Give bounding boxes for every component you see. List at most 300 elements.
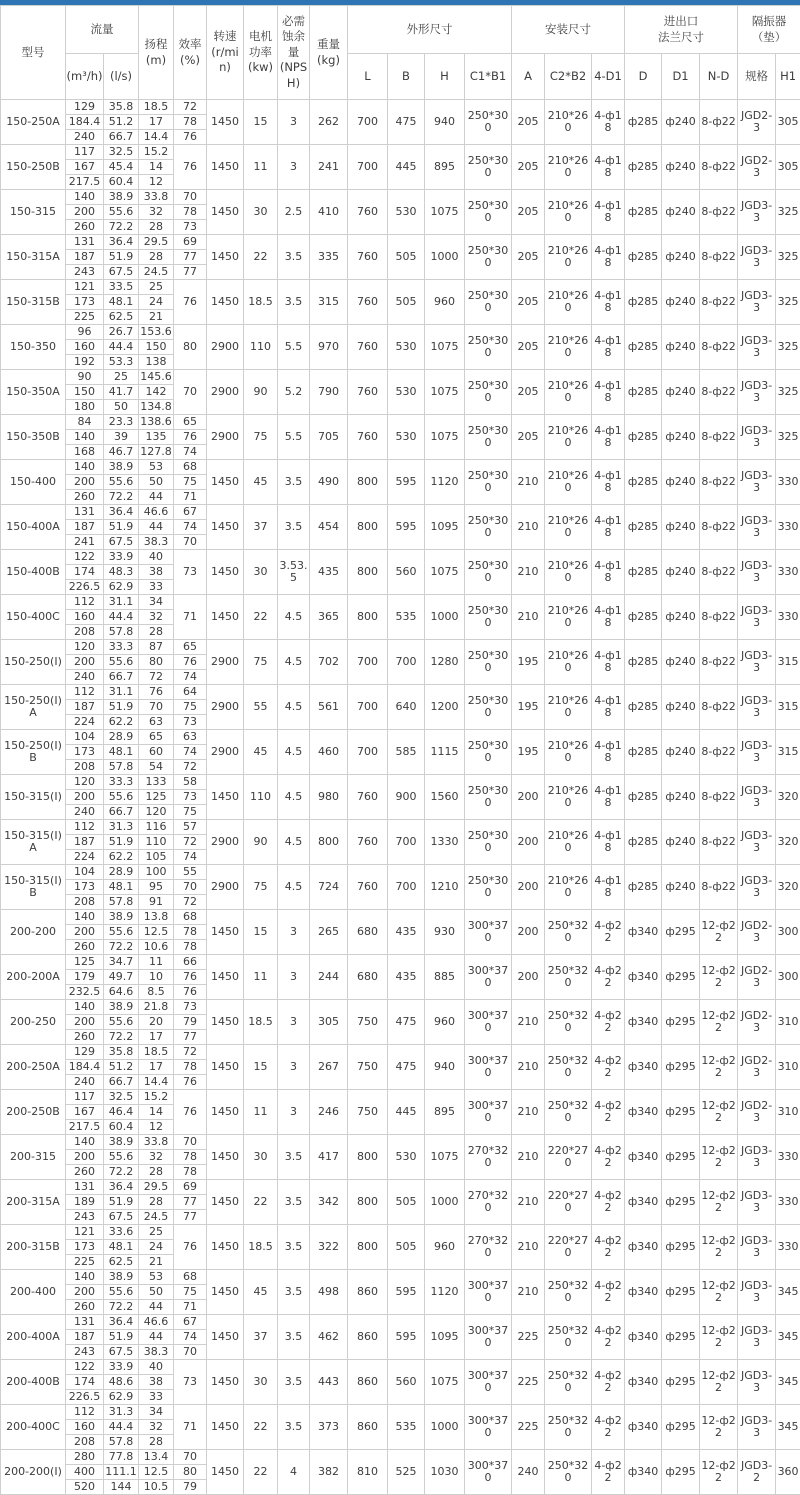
cell-efficiency: 71 (174, 595, 207, 640)
cell-flow-m3h: 200 (66, 790, 104, 805)
cell-model: 150-315(I) (1, 775, 66, 820)
cell-c2b2: 220*270 (545, 1135, 592, 1180)
cell-power: 22 (244, 1405, 278, 1450)
cell-nd: 12-ф22 (700, 1000, 738, 1045)
cell-c1b1: 250*300 (465, 370, 512, 415)
cell-efficiency: 73 (174, 220, 207, 235)
cell-efficiency: 74 (174, 850, 207, 865)
cell-L: 700 (348, 100, 388, 145)
cell-nd: 12-ф22 (700, 1405, 738, 1450)
cell-flow-m3h: 241 (66, 535, 104, 550)
cell-flow-ls: 51.9 (104, 520, 139, 535)
cell-c1b1: 270*320 (465, 1180, 512, 1225)
cell-speed: 1450 (207, 190, 244, 235)
cell-isolator-spec: JGD3-3 (738, 415, 776, 460)
col-header-weight (310, 6, 348, 100)
cell-head: 29.5 (139, 235, 174, 250)
cell-flow-m3h: 187 (66, 1330, 104, 1345)
cell-npsh: 4.5 (278, 640, 310, 685)
cell-c2b2: 210*260 (545, 190, 592, 235)
cell-h1: 360 (776, 1450, 800, 1495)
cell-efficiency: 70 (174, 1450, 207, 1465)
cell-flow-ls: 72.2 (104, 220, 139, 235)
subheader-c2b2: C2*B2 (545, 54, 592, 100)
cell-speed: 2900 (207, 325, 244, 370)
cell-efficiency: 64 (174, 685, 207, 700)
cell-c1b1: 250*300 (465, 280, 512, 325)
cell-flow-ls: 55.6 (104, 1015, 139, 1030)
cell-h1: 310 (776, 1045, 800, 1090)
cell-c2b2: 250*320 (545, 1315, 592, 1360)
cell-D1: ф295 (662, 955, 700, 1000)
cell-head: 10.5 (139, 1480, 174, 1495)
cell-isolator-spec: JGD3-3 (738, 865, 776, 910)
cell-npsh: 3 (278, 955, 310, 1000)
cell-power: 110 (244, 775, 278, 820)
cell-weight: 561 (310, 685, 348, 730)
cell-flow-m3h: 224 (66, 715, 104, 730)
cell-model: 150-315A (1, 235, 66, 280)
cell-flow-ls: 23.3 (104, 415, 139, 430)
cell-D1: ф240 (662, 280, 700, 325)
cell-efficiency: 73 (174, 1360, 207, 1405)
cell-c1b1: 270*320 (465, 1135, 512, 1180)
cell-D1: ф295 (662, 1270, 700, 1315)
spec-row (1, 1270, 800, 1285)
cell-4d1: 4-ф22 (592, 1405, 625, 1450)
cell-npsh: 3 (278, 1000, 310, 1045)
cell-A: 205 (512, 415, 545, 460)
cell-efficiency: 68 (174, 1270, 207, 1285)
cell-c2b2: 210*260 (545, 685, 592, 730)
cell-flow-m3h: 225 (66, 310, 104, 325)
cell-flow-m3h: 120 (66, 640, 104, 655)
cell-c2b2: 210*260 (545, 505, 592, 550)
cell-h1: 315 (776, 640, 800, 685)
cell-isolator-spec: JGD3-3 (738, 1405, 776, 1450)
cell-D: ф285 (625, 460, 662, 505)
cell-weight: 462 (310, 1315, 348, 1360)
cell-efficiency: 77 (174, 1210, 207, 1225)
cell-power: 90 (244, 820, 278, 865)
cell-efficiency: 71 (174, 490, 207, 505)
cell-flow-ls: 55.6 (104, 790, 139, 805)
cell-isolator-spec: JGD2-3 (738, 145, 776, 190)
cell-weight: 443 (310, 1360, 348, 1405)
cell-4d1: 4-ф22 (592, 1225, 625, 1270)
cell-4d1: 4-ф22 (592, 1090, 625, 1135)
cell-c1b1: 250*300 (465, 145, 512, 190)
cell-efficiency: 67 (174, 1315, 207, 1330)
cell-4d1: 4-ф18 (592, 595, 625, 640)
cell-D: ф340 (625, 1000, 662, 1045)
cell-head: 21.8 (139, 1000, 174, 1015)
cell-npsh: 4.5 (278, 595, 310, 640)
cell-h1: 330 (776, 505, 800, 550)
cell-efficiency: 55 (174, 865, 207, 880)
cell-h1: 320 (776, 820, 800, 865)
cell-isolator-spec: JGD3-3 (738, 325, 776, 370)
cell-flow-ls: 57.8 (104, 1435, 139, 1450)
cell-isolator-spec: JGD3-3 (738, 685, 776, 730)
cell-efficiency: 78 (174, 1150, 207, 1165)
cell-npsh: 4.5 (278, 865, 310, 910)
eff-label: 效率 (179, 37, 202, 51)
cell-flow-ls: 31.3 (104, 820, 139, 835)
cell-A: 210 (512, 505, 545, 550)
cell-npsh: 5.5 (278, 325, 310, 370)
cell-efficiency: 78 (174, 925, 207, 940)
cell-npsh: 4.5 (278, 730, 310, 775)
cell-h1: 320 (776, 775, 800, 820)
cell-D: ф285 (625, 280, 662, 325)
cell-H: 1000 (425, 1180, 465, 1225)
cell-L: 700 (348, 640, 388, 685)
cell-A: 210 (512, 1270, 545, 1315)
cell-isolator-spec: JGD2-3 (738, 100, 776, 145)
cell-power: 30 (244, 1360, 278, 1405)
cell-npsh: 3.53.5 (278, 550, 310, 595)
cell-flow-ls: 38.9 (104, 910, 139, 925)
cell-B: 900 (388, 775, 425, 820)
cell-flow-m3h: 104 (66, 730, 104, 745)
cell-nd: 8-ф22 (700, 325, 738, 370)
spec-row (1, 415, 800, 430)
cell-weight: 980 (310, 775, 348, 820)
cell-efficiency: 70 (174, 190, 207, 205)
cell-A: 210 (512, 1000, 545, 1045)
cell-h1: 325 (776, 235, 800, 280)
cell-D: ф285 (625, 640, 662, 685)
cell-weight: 410 (310, 190, 348, 235)
cell-flow-m3h: 260 (66, 1165, 104, 1180)
cell-L: 760 (348, 820, 388, 865)
cell-flow-m3h: 96 (66, 325, 104, 340)
subheader-nd: N-D (700, 54, 738, 100)
cell-flow-m3h: 224 (66, 850, 104, 865)
cell-flow-m3h: 179 (66, 970, 104, 985)
cell-npsh: 3 (278, 145, 310, 190)
cell-flow-ls: 33.3 (104, 775, 139, 790)
cell-flow-ls: 38.9 (104, 1270, 139, 1285)
cell-D: ф340 (625, 1360, 662, 1405)
cell-flow-m3h: 260 (66, 1030, 104, 1045)
cell-D1: ф240 (662, 415, 700, 460)
spec-row (1, 325, 800, 340)
cell-flow-m3h: 117 (66, 1090, 104, 1105)
cell-h1: 345 (776, 1270, 800, 1315)
cell-npsh: 4.5 (278, 820, 310, 865)
cell-power: 30 (244, 190, 278, 235)
cell-flow-m3h: 90 (66, 370, 104, 385)
cell-L: 760 (348, 415, 388, 460)
cell-flow-ls: 57.8 (104, 625, 139, 640)
cell-weight: 322 (310, 1225, 348, 1270)
cell-B: 530 (388, 415, 425, 460)
cell-c1b1: 300*370 (465, 1315, 512, 1360)
cell-power: 45 (244, 730, 278, 775)
cell-L: 760 (348, 235, 388, 280)
cell-D1: ф240 (662, 505, 700, 550)
cell-nd: 12-ф22 (700, 1315, 738, 1360)
cell-model: 200-400 (1, 1270, 66, 1315)
cell-c2b2: 210*260 (545, 820, 592, 865)
col-header-speed (207, 6, 244, 100)
cell-c2b2: 250*320 (545, 1090, 592, 1135)
cell-flow-ls: 66.7 (104, 130, 139, 145)
cell-flow-ls: 49.7 (104, 970, 139, 985)
cell-B: 505 (388, 1180, 425, 1225)
head-label: 扬程 (145, 37, 168, 51)
cell-model: 200-315 (1, 1135, 66, 1180)
cell-head: 125 (139, 790, 174, 805)
flange-line2: 法兰尺寸 (658, 30, 704, 44)
speed-unit: (r/min) (211, 45, 239, 75)
spec-row (1, 235, 800, 250)
col-header-dimensions: 外形尺寸 (348, 6, 512, 54)
cell-c2b2: 210*260 (545, 280, 592, 325)
cell-L: 860 (348, 1360, 388, 1405)
cell-H: 1075 (425, 190, 465, 235)
cell-flow-m3h: 520 (66, 1480, 104, 1495)
cell-nd: 8-ф22 (700, 280, 738, 325)
cell-weight: 382 (310, 1450, 348, 1495)
cell-head: 32 (139, 1420, 174, 1435)
cell-efficiency: 76 (174, 1225, 207, 1270)
spec-row (1, 595, 800, 610)
cell-nd: 8-ф22 (700, 145, 738, 190)
cell-flow-m3h: 131 (66, 1315, 104, 1330)
cell-B: 560 (388, 550, 425, 595)
cell-flow-ls: 41.7 (104, 385, 139, 400)
cell-D: ф340 (625, 1315, 662, 1360)
cell-4d1: 4-ф22 (592, 1315, 625, 1360)
cell-nd: 8-ф22 (700, 370, 738, 415)
cell-D1: ф295 (662, 1045, 700, 1090)
cell-flow-ls: 67.5 (104, 265, 139, 280)
cell-flow-m3h: 140 (66, 1000, 104, 1015)
cell-head: 63 (139, 715, 174, 730)
cell-flow-m3h: 84 (66, 415, 104, 430)
spec-row (1, 1405, 800, 1420)
cell-isolator-spec: JGD3-3 (738, 370, 776, 415)
cell-flow-m3h: 232.5 (66, 985, 104, 1000)
cell-A: 210 (512, 1135, 545, 1180)
cell-D1: ф295 (662, 1225, 700, 1270)
cell-isolator-spec: JGD3-3 (738, 640, 776, 685)
cell-head: 14.4 (139, 130, 174, 145)
cell-flow-m3h: 200 (66, 925, 104, 940)
cell-flow-m3h: 187 (66, 520, 104, 535)
cell-flow-m3h: 160 (66, 610, 104, 625)
cell-npsh: 3.5 (278, 505, 310, 550)
cell-flow-m3h: 112 (66, 1405, 104, 1420)
cell-isolator-spec: JGD3-3 (738, 1270, 776, 1315)
cell-efficiency: 75 (174, 475, 207, 490)
spec-row (1, 460, 800, 475)
subheader-B: B (388, 54, 425, 100)
cell-H: 1210 (425, 865, 465, 910)
spec-row (1, 1360, 800, 1375)
cell-flow-m3h: 140 (66, 1270, 104, 1285)
cell-weight: 241 (310, 145, 348, 190)
cell-flow-m3h: 117 (66, 145, 104, 160)
cell-efficiency: 73 (174, 790, 207, 805)
cell-speed: 1450 (207, 955, 244, 1000)
cell-head: 80 (139, 655, 174, 670)
cell-npsh: 3 (278, 100, 310, 145)
cell-head: 135 (139, 430, 174, 445)
spec-row (1, 550, 800, 565)
cell-flow-ls: 55.6 (104, 925, 139, 940)
spec-row (1, 910, 800, 925)
cell-nd: 8-ф22 (700, 460, 738, 505)
table-body (1, 100, 800, 1495)
cell-A: 225 (512, 1405, 545, 1450)
cell-flow-ls: 62.9 (104, 1390, 139, 1405)
cell-speed: 1450 (207, 1225, 244, 1270)
cell-flow-m3h: 112 (66, 820, 104, 835)
power-unit: (kw) (248, 60, 273, 74)
cell-efficiency: 58 (174, 775, 207, 790)
cell-A: 195 (512, 640, 545, 685)
cell-efficiency: 66 (174, 955, 207, 970)
cell-H: 885 (425, 955, 465, 1000)
cell-efficiency: 72 (174, 100, 207, 115)
cell-B: 595 (388, 1315, 425, 1360)
cell-head: 44 (139, 520, 174, 535)
cell-c2b2: 210*260 (545, 235, 592, 280)
cell-flow-m3h: 187 (66, 700, 104, 715)
cell-efficiency: 79 (174, 1480, 207, 1495)
cell-speed: 1450 (207, 235, 244, 280)
col-header-isolator: 隔振器（垫） (738, 6, 800, 54)
cell-flow-m3h: 189 (66, 1195, 104, 1210)
cell-head: 17 (139, 1030, 174, 1045)
cell-B: 595 (388, 505, 425, 550)
cell-flow-ls: 36.4 (104, 1180, 139, 1195)
cell-npsh: 3.5 (278, 1225, 310, 1270)
cell-model: 150-250B (1, 145, 66, 190)
cell-isolator-spec: JGD3-3 (738, 775, 776, 820)
cell-flow-m3h: 140 (66, 460, 104, 475)
cell-efficiency: 76 (174, 1090, 207, 1135)
cell-L: 760 (348, 280, 388, 325)
cell-efficiency: 72 (174, 1045, 207, 1060)
cell-nd: 8-ф22 (700, 730, 738, 775)
cell-efficiency: 70 (174, 370, 207, 415)
cell-npsh: 4 (278, 1450, 310, 1495)
cell-model: 150-315B (1, 280, 66, 325)
cell-flow-ls: 53.3 (104, 355, 139, 370)
cell-A: 240 (512, 1450, 545, 1495)
cell-weight: 705 (310, 415, 348, 460)
cell-flow-m3h: 187 (66, 250, 104, 265)
cell-D: ф340 (625, 1405, 662, 1450)
cell-h1: 300 (776, 955, 800, 1000)
cell-c2b2: 220*270 (545, 1180, 592, 1225)
cell-flow-ls: 51.9 (104, 835, 139, 850)
cell-isolator-spec: JGD2-3 (738, 955, 776, 1000)
cell-B: 530 (388, 1135, 425, 1180)
cell-isolator-spec: JGD3-3 (738, 1180, 776, 1225)
cell-L: 700 (348, 145, 388, 190)
cell-head: 50 (139, 475, 174, 490)
cell-D1: ф240 (662, 325, 700, 370)
cell-4d1: 4-ф18 (592, 820, 625, 865)
cell-flow-m3h: 226.5 (66, 1390, 104, 1405)
cell-H: 1115 (425, 730, 465, 775)
spec-row (1, 640, 800, 655)
cell-D1: ф240 (662, 370, 700, 415)
cell-isolator-spec: JGD3-3 (738, 280, 776, 325)
cell-head: 72 (139, 670, 174, 685)
cell-weight: 417 (310, 1135, 348, 1180)
subheader-4d1: 4-D1 (592, 54, 625, 100)
cell-head: 138 (139, 355, 174, 370)
cell-h1: 310 (776, 1000, 800, 1045)
cell-flow-ls: 62.5 (104, 310, 139, 325)
cell-D: ф285 (625, 100, 662, 145)
weight-label: 重量 (317, 37, 340, 51)
cell-weight: 724 (310, 865, 348, 910)
cell-head: 11 (139, 955, 174, 970)
cell-npsh: 3.5 (278, 1270, 310, 1315)
cell-A: 210 (512, 1225, 545, 1270)
cell-weight: 365 (310, 595, 348, 640)
cell-model: 150-315(I)A (1, 820, 66, 865)
col-header-flange (625, 6, 738, 54)
cell-isolator-spec: JGD2-3 (738, 1000, 776, 1045)
cell-efficiency: 65 (174, 640, 207, 655)
cell-c1b1: 250*300 (465, 505, 512, 550)
cell-D: ф285 (625, 685, 662, 730)
cell-model: 200-400C (1, 1405, 66, 1450)
cell-power: 45 (244, 1270, 278, 1315)
cell-flow-ls: 57.8 (104, 895, 139, 910)
cell-D: ф340 (625, 1450, 662, 1495)
subheader-spec: 规格 (738, 54, 776, 100)
cell-head: 95 (139, 880, 174, 895)
cell-L: 800 (348, 1135, 388, 1180)
cell-c1b1: 300*370 (465, 1000, 512, 1045)
cell-npsh: 2.5 (278, 190, 310, 235)
cell-c2b2: 250*320 (545, 1360, 592, 1405)
cell-speed: 1450 (207, 910, 244, 955)
cell-flow-m3h: 187 (66, 835, 104, 850)
cell-isolator-spec: JGD3-3 (738, 1315, 776, 1360)
cell-H: 1075 (425, 325, 465, 370)
cell-head: 13.8 (139, 910, 174, 925)
cell-flow-m3h: 131 (66, 505, 104, 520)
spec-row (1, 685, 800, 700)
cell-flow-ls: 55.6 (104, 1285, 139, 1300)
cell-H: 1120 (425, 1270, 465, 1315)
cell-weight: 800 (310, 820, 348, 865)
cell-A: 225 (512, 1315, 545, 1360)
cell-D: ф340 (625, 1180, 662, 1225)
cell-efficiency: 63 (174, 730, 207, 745)
cell-D: ф285 (625, 505, 662, 550)
cell-c2b2: 210*260 (545, 865, 592, 910)
pump-spec-table (0, 5, 800, 1495)
cell-head: 38 (139, 565, 174, 580)
cell-efficiency: 80 (174, 1465, 207, 1480)
cell-flow-m3h: 140 (66, 190, 104, 205)
cell-power: 15 (244, 100, 278, 145)
cell-flow-m3h: 260 (66, 940, 104, 955)
cell-power: 30 (244, 550, 278, 595)
